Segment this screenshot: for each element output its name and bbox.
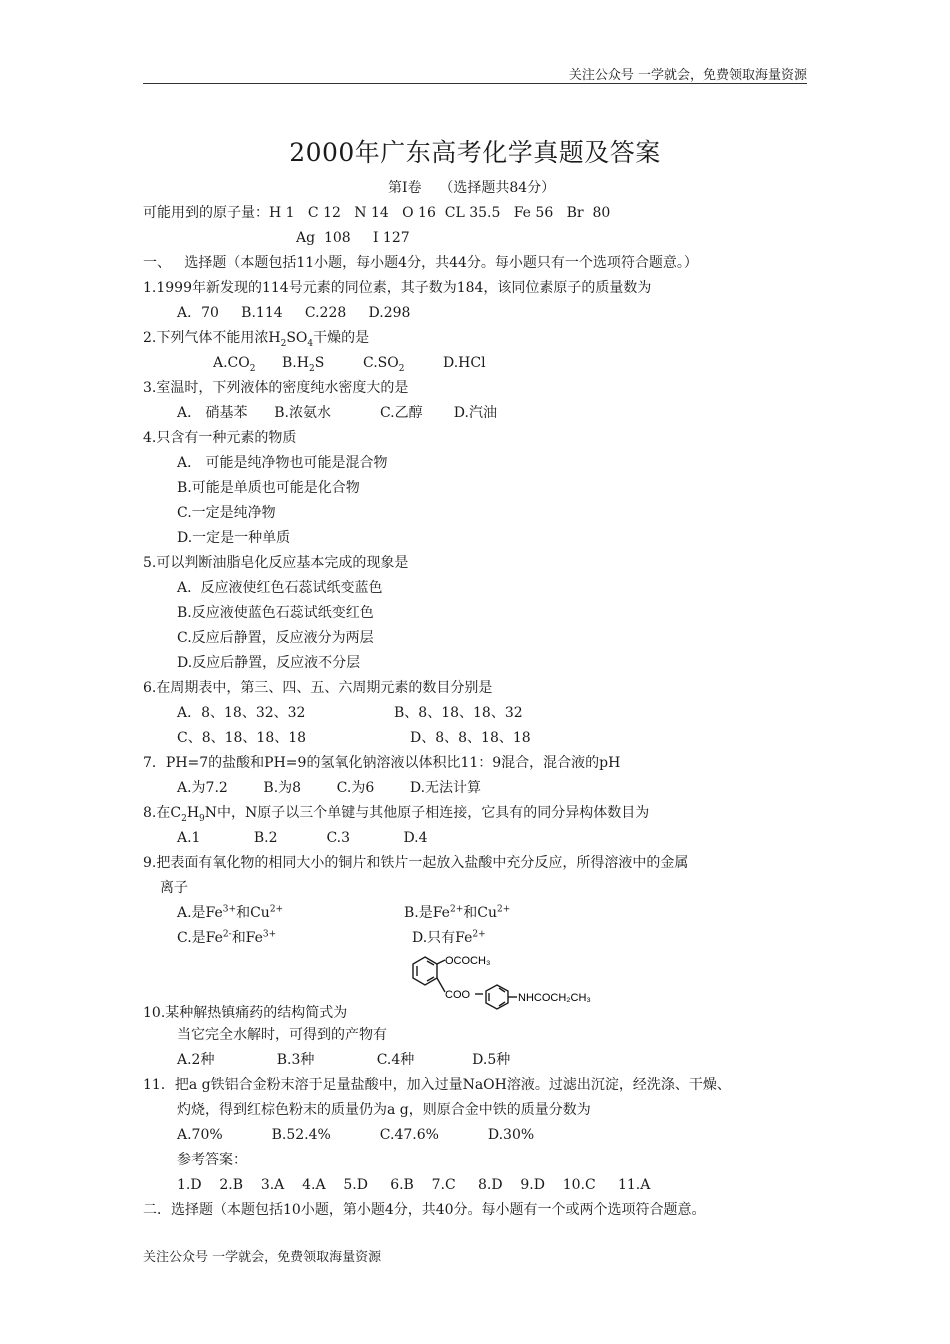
q1-stem: 1.1999年新发现的114号元素的同位素，其子数为184，该同位素原子的质量数为: [143, 280, 652, 296]
q10-options: A.2种 B.3种 C.4种 D.5种: [177, 1052, 511, 1068]
q11-stem-cont: 灼烧，得到红棕色粉末的质量仍为a g，则原合金中铁的质量分数为: [177, 1102, 591, 1118]
q6-option-d: D、8、8、18、18: [410, 730, 531, 746]
q2-option-d: D.HCl: [443, 355, 486, 371]
q11-options: A.70% B.52.4% C.47.6% D.30%: [177, 1127, 535, 1143]
ester-group-label: OCOCH₃: [445, 955, 491, 967]
page-title: 2000年广东高考化学真题及答案: [289, 138, 661, 167]
q5-option-b: B.反应液使蓝色石蕊试纸变红色: [177, 605, 374, 621]
q8-stem: 8.在$C_2H_9N$中，N原子以三个单键与其他原子相连接，它具有的同分异构体数目为: [143, 805, 650, 824]
q9-stem: 9.把表面有氧化物的相同大小的铜片和铁片一起放入盐酸中充分反应，所得溶液中的金属: [143, 855, 689, 871]
q2-stem: 2.下列气体不能用浓$H_2SO_4$干燥的是: [143, 330, 370, 349]
q5-stem: 5.可以判断油脂皂化反应基本完成的现象是: [143, 555, 409, 571]
q4-option-b: B.可能是单质也可能是化合物: [177, 480, 360, 496]
q6-option-b: B、8、18、18、32: [394, 705, 523, 721]
atomic-masses-cont: Ag 108 I 127: [296, 230, 410, 246]
coo-label: COO: [445, 989, 471, 1001]
answers-label: 参考答案：: [177, 1152, 247, 1168]
q9-option-a: A.是$Fe^{3+}$和$Cu^{2+}$: [177, 904, 284, 921]
q10-stem: 10.某种解热镇痛药的结构简式为: [143, 1005, 348, 1021]
q6-option-a: A．8、18、32、32: [177, 705, 306, 721]
q4-option-c: C.一定是纯净物: [177, 505, 276, 521]
q3-stem: 3.室温时，下列液体的密度纯水密度大的是: [143, 380, 409, 396]
q2-option-b: $B.H_2S$: [282, 355, 325, 374]
q10-stem-cont: 当它完全水解时，可得到的产物有: [177, 1027, 387, 1043]
q6-stem: 6.在周期表中，第三、四、五、六周期元素的数目分别是: [143, 680, 493, 696]
q3-options: A． 硝基苯 B.浓氨水 C.乙醇 D.汽油: [177, 405, 497, 421]
answers-list: 1.D 2.B 3.A 4.A 5.D 6.B 7.C 8.D 9.D 10.C 11.A: [177, 1177, 651, 1193]
q4-option-d: D.一定是一种单质: [177, 530, 291, 546]
header-rule: [143, 83, 807, 84]
q7-stem: 7．PH=7的盐酸和PH=9的氢氧化钠溶液以体积比11：9混合，混合液的pH: [143, 755, 621, 771]
structural-formula: [405, 952, 605, 1012]
q9-option-c: C.是$Fe^{2-}$和$Fe^{3+}$: [177, 929, 277, 946]
q1-options: A．70 B.114 C.228 D.298: [177, 305, 411, 321]
q5-option-c: C.反应后静置，反应液分为两层: [177, 630, 374, 646]
q2-option-a: $A.CO_2$: [213, 355, 256, 374]
q11-stem: 11．把a g铁铝合金粉末溶于足量盐酸中，加入过量NaOH溶液。过滤出沉淀，经洗涤、干燥、: [143, 1077, 731, 1093]
q5-option-d: D.反应后静置，反应液不分层: [177, 655, 361, 671]
q7-options: A.为7.2 B.为8 C.为6 D.无法计算: [177, 780, 482, 796]
q5-option-a: A. 反应液使红色石蕊试纸变蓝色: [177, 580, 383, 596]
q9-option-b: B.是$Fe^{2+}$和$Cu^{2+}$: [404, 904, 511, 921]
paper-heading: 第Ⅰ卷 （选择题共84分）: [388, 180, 556, 196]
amide-label: NHCOCH₂CH₃: [518, 992, 591, 1004]
part-two-title: 二．选择题（本题包括10小题，第小题4分，共40分。每小题有一个或两个选项符合题意。: [143, 1202, 706, 1218]
page-header: 关注公众号 一学就会，免费领取海量资源: [568, 68, 807, 83]
part-one-title: 一、 选择题（本题包括11小题，每小题4分，共44分。每小题只有一个选项符合题意。）: [143, 255, 698, 271]
atomic-masses: 可能用到的原子量：H 1 C 12 N 14 O 16 CL 35.5 Fe 56 Br 80: [143, 205, 611, 221]
q9-option-d: D.只有$Fe^{2+}$: [412, 929, 486, 946]
q8-options: A.1 B.2 C.3 D.4: [177, 830, 428, 846]
q4-stem: 4.只含有一种元素的物质: [143, 430, 297, 446]
page-footer: 关注公众号 一学就会，免费领取海量资源: [143, 1250, 382, 1265]
q4-option-a: A． 可能是纯净物也可能是混合物: [177, 455, 388, 471]
q9-stem-cont: 离子: [160, 880, 188, 896]
q2-option-c: $C.SO_2$: [363, 355, 405, 374]
q6-option-c: C、8、18、18、18: [177, 730, 307, 746]
